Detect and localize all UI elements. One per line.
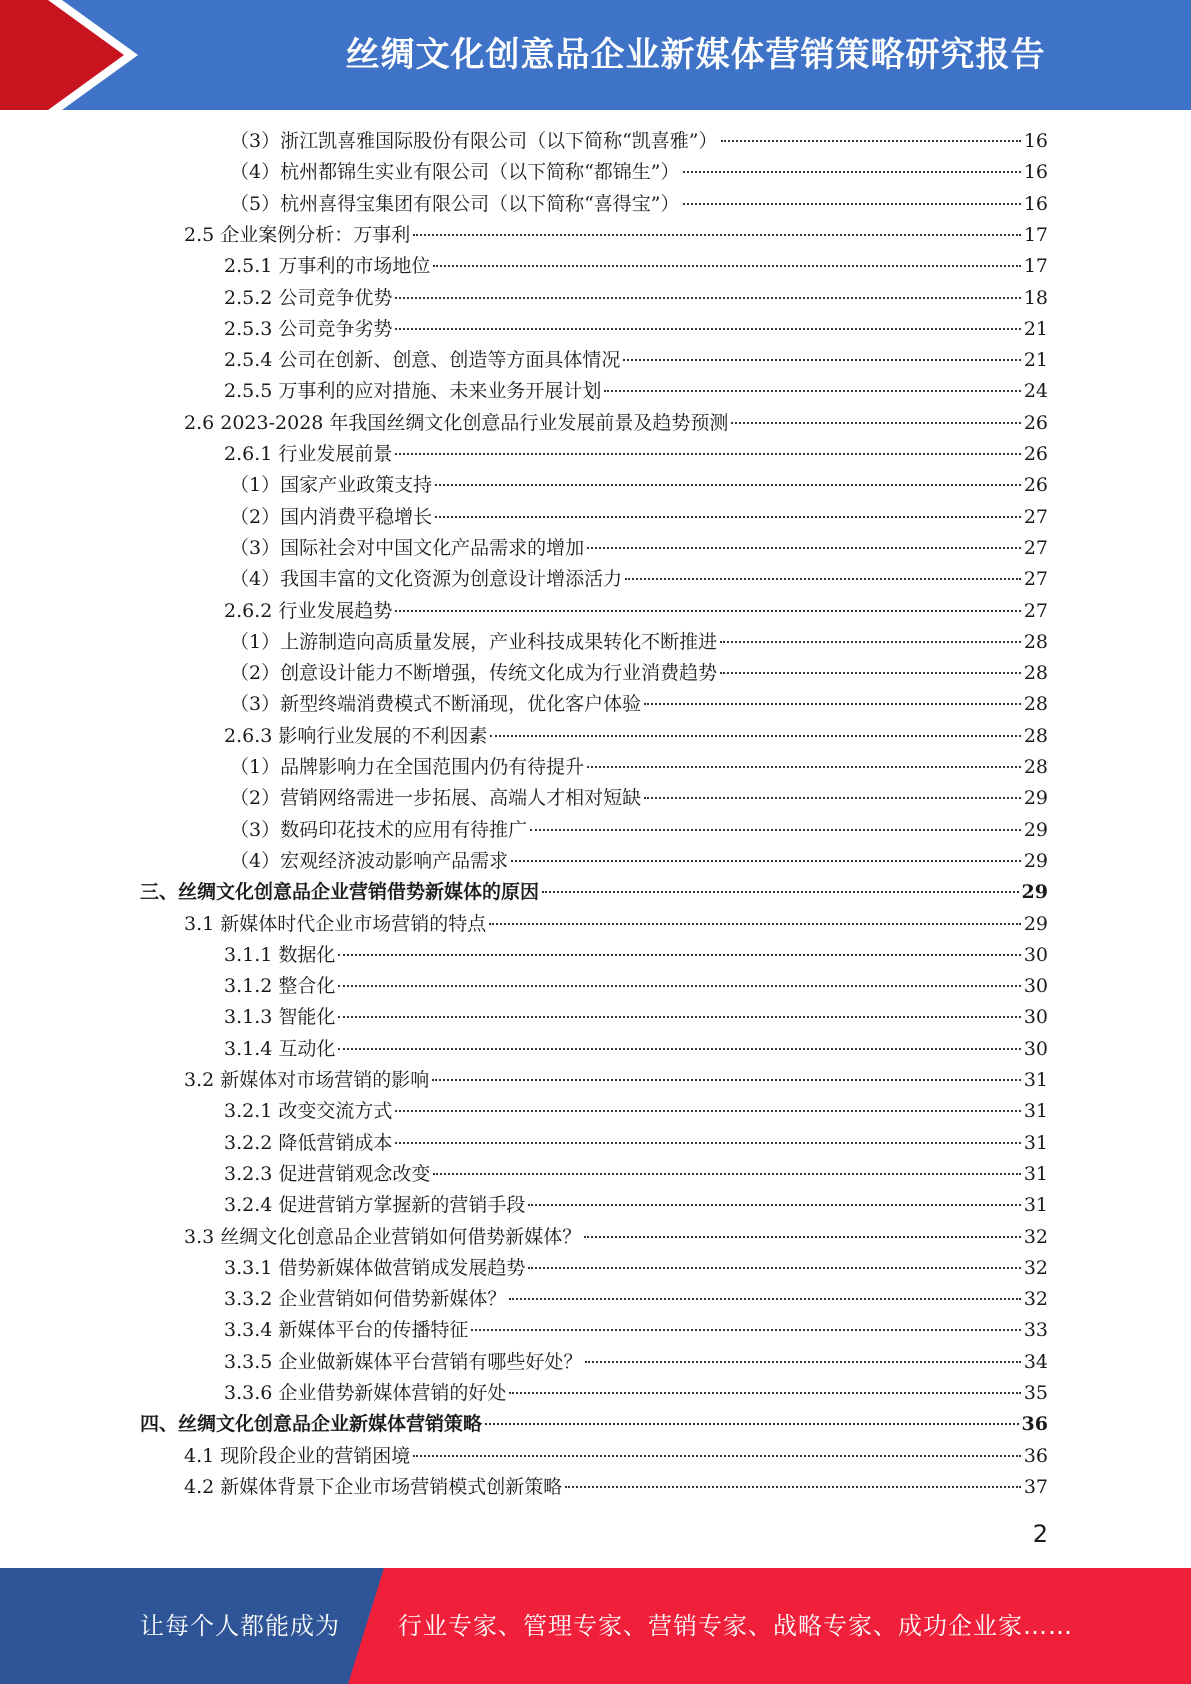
toc-dot-leader	[413, 234, 1021, 236]
toc-entry[interactable]	[224, 721, 1048, 752]
toc-dot-leader	[338, 1016, 1020, 1018]
toc-entry-title: 3.2.4 促进营销方掌握新的营销手段	[224, 1194, 526, 1217]
toc-entry[interactable]	[230, 502, 1048, 533]
toc-entry-title: （4）杭州都锦生实业有限公司（以下简称“都锦生”）	[230, 161, 680, 184]
toc-dot-leader	[644, 703, 1021, 705]
toc-dot-leader	[528, 1267, 1020, 1269]
toc-entry-page: 30	[1023, 1006, 1048, 1029]
toc-entry-title: 三、丝绸文化创意品企业营销借势新媒体的原因	[140, 881, 540, 904]
toc-dot-leader	[604, 390, 1020, 392]
toc-entry[interactable]	[224, 314, 1048, 345]
toc-entry-page: 27	[1023, 599, 1048, 622]
toc-entry-title: 四、丝绸文化创意品企业新媒体营销策略	[140, 1413, 483, 1436]
toc-entry-page: 31	[1023, 1131, 1048, 1154]
toc-entry-page: 26	[1023, 411, 1048, 434]
toc-entry[interactable]	[184, 909, 1048, 940]
toc-entry-page: 35	[1023, 1382, 1048, 1404]
toc-entry-page: 31	[1023, 1162, 1048, 1185]
toc-dot-leader	[432, 1079, 1021, 1081]
toc-entry-title: 3.3 丝绸文化创意品企业营销如何借势新媒体？	[184, 1225, 582, 1248]
toc-entry-title: 3.2.1 改变交流方式	[224, 1100, 393, 1123]
toc-dot-leader	[528, 1204, 1020, 1206]
toc-entry[interactable]	[224, 940, 1048, 971]
toc-dot-leader	[489, 923, 1021, 925]
toc-dot-leader	[490, 735, 1020, 737]
toc-dot-leader	[720, 641, 1021, 643]
toc-dot-leader	[471, 1329, 1020, 1331]
toc-entry-title: 3.3.5 企业做新媒体平台营销有哪些好处？	[224, 1350, 583, 1373]
toc-dot-leader	[587, 766, 1021, 768]
toc-entry[interactable]	[224, 1002, 1048, 1033]
toc-entry-title: （1）上游制造向高质量发展，产业科技成果转化不断推进	[230, 630, 718, 653]
toc-dot-leader	[565, 1486, 1021, 1488]
toc-entry-page: 30	[1023, 943, 1048, 966]
toc-entry[interactable]	[230, 533, 1048, 564]
toc-entry-page: 24	[1023, 380, 1048, 403]
toc-entry-page: 17	[1023, 255, 1048, 278]
toc-entry-title: （1）国家产业政策支持	[230, 474, 433, 497]
toc-entry-title: 3.1.3 智能化	[224, 1006, 336, 1029]
toc-entry-title: 3.2.3 促进营销观念改变	[224, 1162, 431, 1185]
toc-dot-leader	[542, 891, 1019, 893]
toc-entry-title: 3.1 新媒体时代企业市场营销的特点	[184, 912, 487, 935]
toc-entry-page: 28	[1023, 630, 1048, 653]
toc-dot-leader	[338, 954, 1020, 956]
toc-dot-leader	[623, 359, 1020, 361]
toc-entry-page: 30	[1023, 975, 1048, 998]
toc-entry-page: 18	[1023, 286, 1048, 309]
toc-dot-leader	[644, 797, 1021, 799]
toc-entry[interactable]	[230, 564, 1048, 595]
toc-dot-leader	[413, 1455, 1021, 1457]
toc-entry[interactable]	[230, 783, 1048, 814]
toc-entry-title: 4.1 现阶段企业的营销困境	[184, 1444, 411, 1467]
toc-entry-page: 31	[1023, 1194, 1048, 1217]
toc-entry[interactable]	[230, 470, 1048, 501]
toc-entry[interactable]	[184, 1472, 1048, 1503]
toc-entry-page: 28	[1023, 693, 1048, 716]
toc-entry-page: 27	[1023, 568, 1048, 591]
toc-entry[interactable]	[224, 376, 1048, 407]
toc-entry-title: 2.5.2 公司竞争优势	[224, 286, 393, 309]
toc-entry-page: 31	[1023, 1100, 1048, 1123]
toc-entry-page: 29	[1023, 818, 1048, 841]
toc-entry[interactable]	[224, 1347, 1048, 1378]
toc-entry-page: 30	[1023, 1037, 1048, 1060]
toc-entry[interactable]	[184, 1222, 1048, 1253]
toc-dot-leader	[338, 985, 1020, 987]
toc-entry-page: 16	[1023, 192, 1048, 215]
toc-dot-leader	[511, 860, 1021, 862]
page-header	[0, 0, 1191, 110]
header-chevron-icon	[0, 0, 200, 110]
toc-dot-leader	[731, 422, 1020, 424]
footer-slogan-left: 让每个人都能成为	[140, 1612, 340, 1640]
toc-entry-page: 29	[1023, 787, 1048, 810]
toc-dot-leader	[509, 1392, 1020, 1394]
toc-entry[interactable]	[184, 1441, 1048, 1472]
toc-entry[interactable]	[184, 1065, 1048, 1096]
toc-entry-title: 3.3.2 企业营销如何借势新媒体？	[224, 1288, 507, 1311]
toc-entry[interactable]	[224, 251, 1048, 282]
toc-entry[interactable]	[230, 846, 1048, 877]
toc-entry[interactable]	[224, 345, 1048, 376]
toc-entry[interactable]	[224, 283, 1048, 314]
toc-entry[interactable]	[224, 971, 1048, 1002]
toc-dot-leader	[395, 453, 1020, 455]
toc-entry[interactable]	[184, 220, 1048, 251]
toc-dot-leader	[395, 1110, 1020, 1112]
toc-entry-title: 2.6.2 行业发展趋势	[224, 599, 393, 622]
toc-entry-page: 26	[1023, 443, 1048, 465]
toc-dot-leader	[509, 1298, 1020, 1300]
toc-entry-page: 28	[1023, 724, 1048, 747]
toc-dot-leader	[587, 547, 1021, 549]
toc-entry-page: 21	[1023, 349, 1048, 372]
toc-dot-leader	[720, 672, 1021, 674]
toc-entry[interactable]	[224, 596, 1048, 627]
toc-entry[interactable]	[230, 189, 1048, 220]
toc-entry-page: 34	[1023, 1350, 1048, 1373]
toc-entry-title: 4.2 新媒体背景下企业市场营销模式创新策略	[184, 1475, 563, 1498]
toc-entry-title: （1）品牌影响力在全国范围内仍有待提升	[230, 756, 585, 778]
toc-entry-page: 32	[1023, 1225, 1048, 1248]
toc-entry-title: （3）新型终端消费模式不断涌现，优化客户体验	[230, 693, 642, 716]
toc-entry-page: 28	[1023, 662, 1048, 685]
toc-dot-leader	[625, 578, 1021, 580]
toc-entry-title: （3）浙江凯喜雅国际股份有限公司（以下简称“凯喜雅”）	[230, 130, 718, 152]
toc-entry[interactable]	[230, 752, 1048, 783]
toc-entry-page: 27	[1023, 536, 1048, 559]
toc-entry-page: 28	[1023, 756, 1048, 778]
toc-entry-title: （3）数码印花技术的应用有待推广	[230, 818, 528, 841]
toc-entry-title: 2.6.3 影响行业发展的不利因素	[224, 724, 488, 747]
toc-entry-page: 32	[1023, 1256, 1048, 1279]
toc-dot-leader	[584, 1236, 1021, 1238]
toc-entry-page: 31	[1023, 1069, 1048, 1091]
toc-entry-page: 27	[1023, 505, 1048, 528]
toc-entry-title: （4）宏观经济波动影响产品需求	[230, 849, 509, 872]
toc-entry[interactable]	[230, 126, 1048, 157]
toc-entry-page: 29	[1023, 912, 1048, 935]
page-footer	[0, 1568, 1191, 1684]
toc-entry-title: （2）营销网络需进一步拓展、高端人才相对短缺	[230, 787, 642, 810]
toc-entry-page: 33	[1023, 1319, 1048, 1342]
toc-entry-title: 3.3.6 企业借势新媒体营销的好处	[224, 1382, 507, 1404]
toc-dot-leader	[395, 297, 1020, 299]
toc-entry[interactable]	[230, 658, 1048, 689]
toc-dot-leader	[530, 829, 1021, 831]
toc-entry-title: 3.3.4 新媒体平台的传播特征	[224, 1319, 469, 1342]
toc-entry[interactable]	[184, 408, 1048, 439]
toc-entry-title: （2）创意设计能力不断增强，传统文化成为行业消费趋势	[230, 662, 718, 685]
toc-dot-leader	[338, 1048, 1020, 1050]
toc-entry-page: 29	[1021, 881, 1048, 904]
toc-entry-title: 3.1.4 互动化	[224, 1037, 336, 1060]
toc-dot-leader	[585, 1361, 1020, 1363]
toc-entry-title: 2.5.3 公司竞争劣势	[224, 317, 393, 340]
toc-entry[interactable]	[224, 1315, 1048, 1346]
toc-entry[interactable]	[224, 1034, 1048, 1065]
toc-entry-page: 16	[1023, 161, 1048, 184]
toc-entry-title: 2.6.1 行业发展前景	[224, 443, 393, 465]
toc-entry[interactable]	[224, 1096, 1048, 1127]
toc-entry-page: 16	[1023, 130, 1048, 152]
toc-dot-leader	[683, 171, 1021, 173]
toc-entry-title: 3.2.2 降低营销成本	[224, 1131, 393, 1154]
toc-entry[interactable]	[224, 1378, 1048, 1409]
toc-dot-leader	[683, 203, 1021, 205]
toc-entry[interactable]	[140, 877, 1048, 908]
toc-entry-page: 29	[1023, 849, 1048, 872]
toc-dot-leader	[433, 1173, 1020, 1175]
toc-entry-page: 26	[1023, 474, 1048, 497]
toc-entry[interactable]	[230, 815, 1048, 846]
toc-entry-title: （4）我国丰富的文化资源为创意设计增添活力	[230, 568, 623, 591]
toc-entry[interactable]	[230, 157, 1048, 188]
toc-dot-leader	[721, 140, 1021, 142]
toc-entry-page: 36	[1023, 1444, 1048, 1467]
toc-entry-page: 17	[1023, 223, 1048, 246]
toc-entry[interactable]	[224, 1128, 1048, 1159]
toc-entry-title: （2）国内消费平稳增长	[230, 505, 433, 528]
toc-entry[interactable]	[224, 1159, 1048, 1190]
toc-entry-title: （5）杭州喜得宝集团有限公司（以下简称“喜得宝”）	[230, 192, 680, 215]
toc-dot-leader	[395, 1142, 1020, 1144]
toc-entry-title: 2.6 2023-2028 年我国丝绸文化创意品行业发展前景及趋势预测	[184, 411, 729, 434]
toc-dot-leader	[395, 328, 1020, 330]
toc-dot-leader	[485, 1423, 1019, 1425]
toc-entry-title: 3.1.1 数据化	[224, 943, 336, 966]
toc-entry-title: 2.5.1 万事利的市场地位	[224, 255, 431, 278]
toc-entry-page: 21	[1023, 317, 1048, 340]
toc-entry-title: （3）国际社会对中国文化产品需求的增加	[230, 536, 585, 559]
toc-entry-title: 3.1.2 整合化	[224, 975, 336, 998]
toc-entry-title: 3.2 新媒体对市场营销的影响	[184, 1069, 430, 1091]
toc-entry[interactable]	[224, 1284, 1048, 1315]
toc-entry-title: 2.5 企业案例分析：万事利	[184, 223, 411, 246]
toc-entry-page: 32	[1023, 1288, 1048, 1311]
toc-entry-title: 2.5.5 万事利的应对措施、未来业务开展计划	[224, 380, 602, 403]
toc-entry[interactable]	[140, 1409, 1048, 1440]
toc-entry[interactable]	[224, 439, 1048, 470]
toc-entry-page: 37	[1023, 1475, 1048, 1498]
toc-entry[interactable]	[224, 1253, 1048, 1284]
toc-entry-title: 2.5.4 公司在创新、创意、创造等方面具体情况	[224, 349, 621, 372]
toc-entry[interactable]	[230, 689, 1048, 720]
page-title: 丝绸文化创意品企业新媒体营销策略研究报告	[345, 35, 1046, 75]
footer-slogan-right: 行业专家、管理专家、营销专家、战略专家、成功企业家……	[398, 1612, 1073, 1640]
toc-dot-leader	[435, 516, 1021, 518]
toc-entry[interactable]	[224, 1190, 1048, 1221]
toc-dot-leader	[433, 265, 1020, 267]
toc-entry[interactable]	[230, 627, 1048, 658]
page-number: 2	[1032, 1520, 1048, 1548]
toc-entry-title: 3.3.1 借势新媒体做营销成发展趋势	[224, 1256, 526, 1279]
toc-entry-page: 36	[1021, 1413, 1048, 1436]
toc-dot-leader	[435, 484, 1021, 486]
toc-dot-leader	[395, 610, 1020, 612]
